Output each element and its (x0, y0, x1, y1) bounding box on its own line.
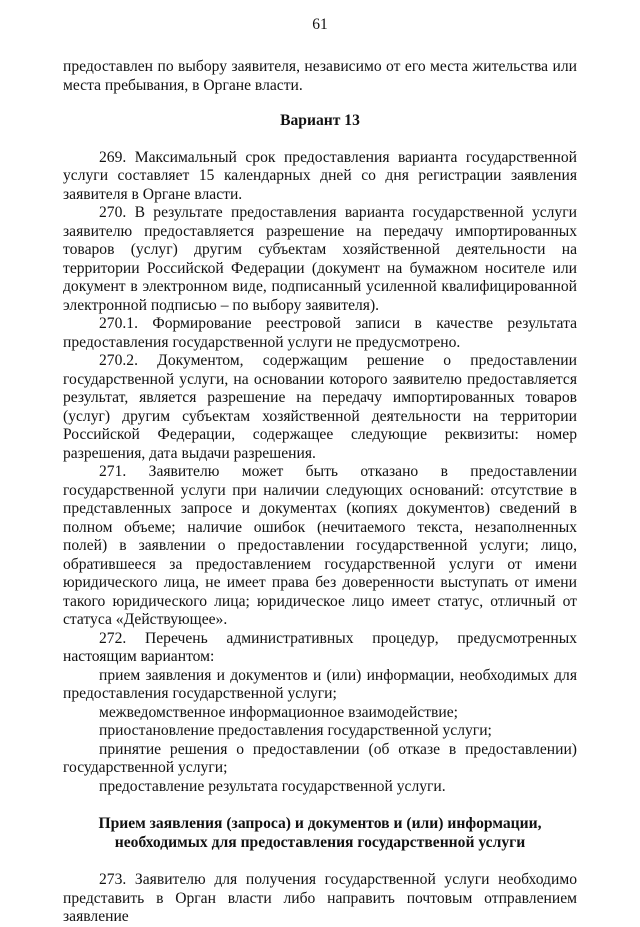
page-number: 61 (312, 16, 328, 33)
procedure-item: принятие решения о предоставлении (об отказе в предоставлении) государственной услуги; (63, 740, 577, 776)
paragraph-continuation: предоставлен по выбору заявителя, независимо от его места жительства или места пребывания, в Органе власти. (63, 58, 577, 94)
procedure-item: предоставление результата государственной услуги. (99, 777, 446, 795)
paragraph-269: 269. Максимальный срок предоставления варианта государственной услуги составляет 15 календарных дней со дня регистрации заявления заявителя в Органе власти. (63, 148, 577, 203)
paragraph-270: 270. В результате предоставления варианта государственной услуги заявителю предоставляется разрешение на передачу импортированных товаров (услуг) другим субъектам хозяйственной деятельности на территории Российской Федерации (документ на бумажном носителе или документ в электронном виде, подписанный усиленной квалифицированной электронной подписью – по выбору заявителя). (63, 204, 577, 314)
variant-title: Вариант 13 (280, 112, 360, 129)
page-content (63, 58, 577, 927)
section-heading: Прием заявления (запроса) и документов и (или) информации, необходимых для предоставления государственной услуги (98, 815, 542, 851)
procedure-item: межведомственное информационное взаимодействие; (99, 703, 458, 721)
paragraph-272: 272. Перечень административных процедур, предусмотренных настоящим вариантом: (63, 629, 577, 665)
paragraph-270-1: 270.1. Формирование реестровой записи в качестве результата предоставления государственной услуги не предусмотрено. (63, 315, 577, 351)
paragraph-271: 271. Заявителю может быть отказано в предоставлении государственной услуги при наличии следующих оснований: отсутствие в представленных запросе и документах (копиях документов) сведений в полном объеме; наличие ошибок (нечитаемого текста, незаполненных полей) в заявлении о предоставлении государственной услуги; лицо, обратившееся за предоставлением государственной услуги от имени юридического лица, не имеет права без доверенности выступать от имени такого юридического лица; юридическое лицо имеет статус, отличный от статуса «Действующее». (63, 463, 577, 628)
procedure-item: приостановление предоставления государственной услуги; (99, 722, 492, 739)
paragraph-270-2: 270.2. Документом, содержащим решение о предоставлении государственной услуги, на основании которого заявителю предоставляется результат, является разрешение на передачу импортированных товаров (услуг) другим субъектам хозяйственной деятельности на территории Российской Федерации, содержащее следующие реквизиты: номер разрешения, дата выдачи разрешения. (63, 352, 577, 462)
paragraph-273: 273. Заявителю для получения государственной услуги необходимо представить в Орган власти либо направить почтовым отправлением заявление (63, 871, 577, 925)
procedure-item: прием заявления и документов и (или) информации, необходимых для предоставления государственной услуги; (63, 666, 577, 702)
